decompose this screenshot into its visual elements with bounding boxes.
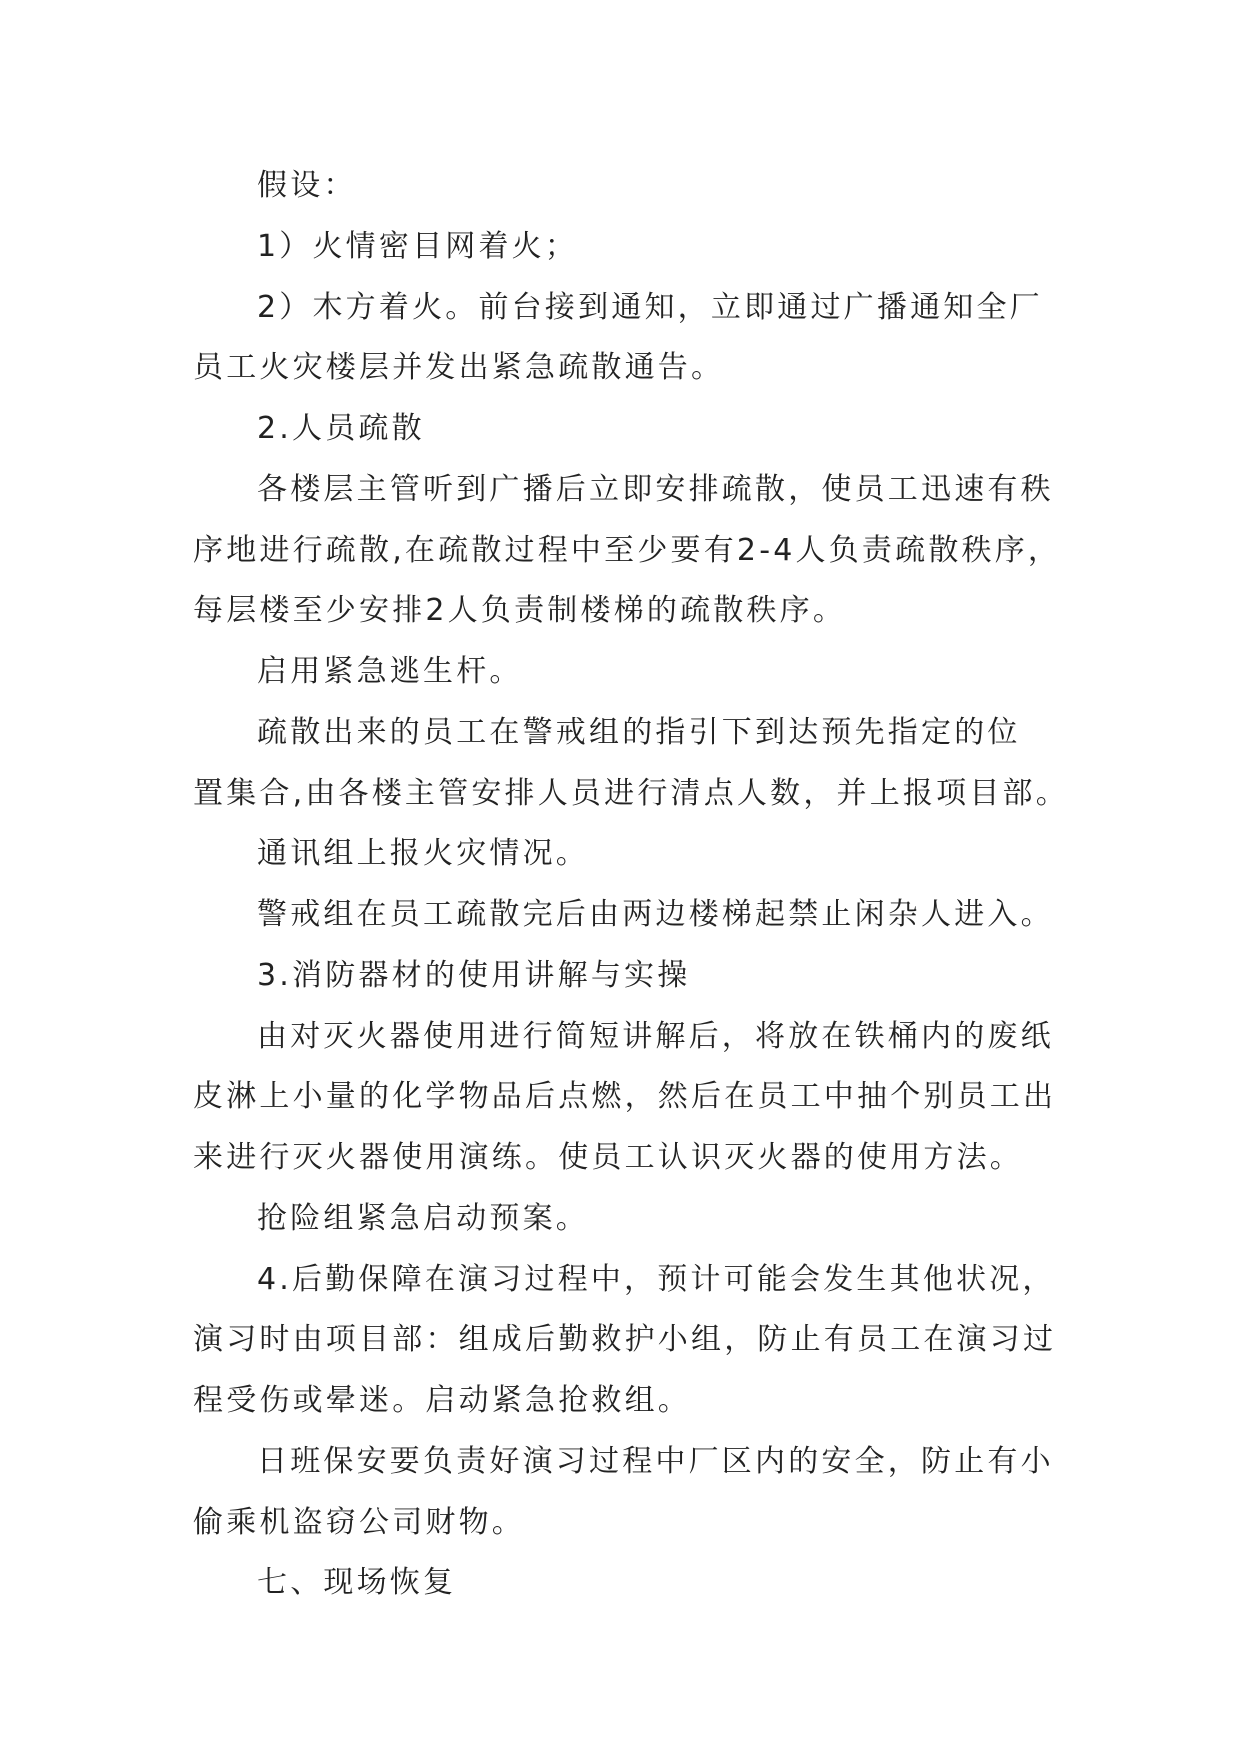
section-heading-logistics: 4.后勤保障在演习过程中，预计可能会发生其他状况， — [257, 1262, 1056, 1297]
text-line-16: 来进行灭火器使用演练。使员工认识灭火器的使用方法。 — [193, 1140, 1023, 1175]
text-line-3: 员工火灾楼层并发出紧急疏散通告。 — [193, 350, 725, 385]
text-line-11: 通讯组上报火灾情况。 — [257, 836, 589, 871]
section-heading-evacuation: 2.人员疏散 — [257, 411, 425, 446]
text-line-15: 皮淋上小量的化学物品后点燃，然后在员工中抽个别员工出 — [193, 1079, 1057, 1114]
text-line-17: 抢险组紧急启动预案。 — [257, 1201, 589, 1236]
text-line-5: 各楼层主管听到广播后立即安排疏散，使员工迅速有秩 — [257, 472, 1054, 507]
text-line-7: 每层楼至少安排2人负责制楼梯的疏散秩序。 — [193, 593, 847, 628]
text-line-20: 程受伤或晕迷。启动紧急抢救组。 — [193, 1383, 691, 1418]
text-line-8: 启用紧急逃生杆。 — [257, 654, 523, 689]
text-line-assumption: 假设： — [257, 168, 357, 203]
text-line-12: 警戒组在员工疏散完后由两边楼梯起禁止闲杂人进入。 — [257, 897, 1054, 932]
text-line-9: 疏散出来的员工在警戒组的指引下到达预先指定的位 — [257, 715, 1021, 750]
text-line-1: 1）火情密目网着火； — [257, 229, 579, 264]
text-line-6: 序地进行疏散,在疏散过程中至少要有2-4人负责疏散秩序， — [193, 533, 1062, 568]
text-line-22: 偷乘机盗窃公司财物。 — [193, 1505, 525, 1540]
text-line-19: 演习时由项目部：组成后勤救护小组，防止有员工在演习过 — [193, 1322, 1057, 1357]
text-line-21: 日班保安要负责好演习过程中厂区内的安全，防止有小 — [257, 1444, 1054, 1479]
section-heading-site-recovery: 七、现场恢复 — [257, 1565, 457, 1600]
text-line-2: 2）木方着火。前台接到通知，立即通过广播通知全厂 — [257, 290, 1043, 325]
section-heading-equipment: 3.消防器材的使用讲解与实操 — [257, 958, 691, 993]
text-line-10: 置集合,由各楼主管安排人员进行清点人数，并上报项目部。 — [193, 776, 1069, 811]
text-line-14: 由对灭火器使用进行简短讲解后，将放在铁桶内的废纸 — [257, 1019, 1054, 1054]
